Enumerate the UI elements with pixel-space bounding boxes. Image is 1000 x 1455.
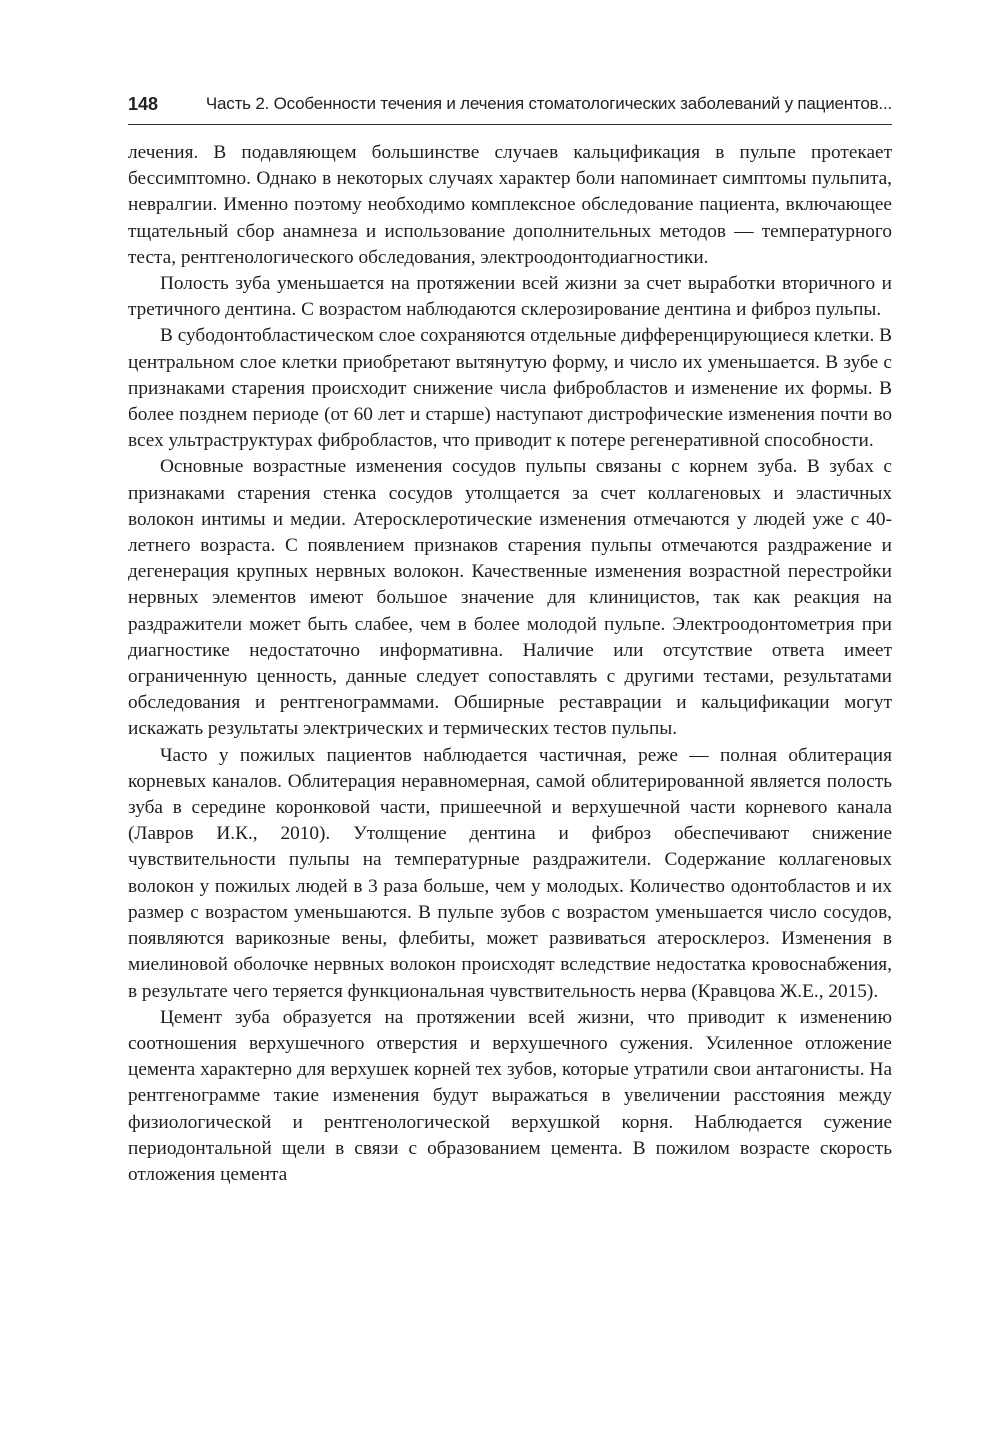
running-title: Часть 2. Особенности течения и лечения стоматологических заболеваний у пациентов... bbox=[205, 94, 892, 113]
header-divider bbox=[128, 124, 892, 125]
paragraph-continuation: лечения. В подавляющем большинстве случаев кальцификация в пульпе протекает бессимптомно. Однако в некоторых случаях характер боли напоминает симптомы пульпита, невралгии. Именно поэтому необходимо комплексное обследование пациента, включающее тщательный сбор анамнеза и использование дополнительных методов — температурного теста, рентгенологического обследования, электроодонтодиагностики. bbox=[128, 142, 892, 268]
paragraph: Полость зуба уменьшается на протяжении всей жизни за счет выработки вторичного и третичного дентина. С возрастом наблюдаются склерозирование дентина и фиброз пульпы. bbox=[128, 273, 892, 321]
paragraph: Часто у пожилых пациентов наблюдается частичная, реже — полная облитерация корневых каналов. Облитерация неравномерная, самой облитерированной является полость зуба в середине коронковой части, пришеечной и верхушечной части корневого канала (Лавров И.К., 2010). Утолщение дентина и фиброз обеспечивают снижение чувствительности пульпы на температурные раздражители. Содержание коллагеновых волокон у пожилых людей в 3 раза больше, чем у молодых. Количество одонтобластов и их размер с возрастом уменьшаются. В пульпе зубов с возрастом уменьшается число сосудов, появляются варикозные вены, флебиты, может развиваться атеросклероз. Изменения в миелиновой оболочке нервных волокон происходят вследствие недостатка кровоснабжения, в результате чего теряется функциональная чувствительность нерва (Кравцова Ж.Е., 2015). bbox=[128, 744, 892, 1002]
page-number: 148 bbox=[128, 94, 159, 114]
paragraph: Цемент зуба образуется на протяжении всей жизни, что приводит к изменению соотношения верхушечного отверстия и верхушечного сужения. Усиленное отложение цемента характерно для верхушек корней тех зубов, которые утратили свои антагонисты. На рентгенограмме такие изменения будут выражаться в увеличении расстояния между физиологической и рентгенологической верхушкой корня. Наблюдается сужение периодонтальной щели в связи с образованием цемента. В пожилом возрасте скорость отложения цемента bbox=[128, 1006, 892, 1185]
running-header bbox=[128, 92, 892, 122]
paragraph: В субодонтобластическом слое сохраняются отдельные дифференцирующиеся клетки. В центральном слое клетки приобретают вытянутую форму, и число их уменьшается. В зубе с признаками старения происходит снижение числа фибробластов и изменение их формы. В более позднем периоде (от 60 лет и старше) наступают дистрофические изменения почти во всех ультраструктурах фибробластов, что приводит к потере регенеративной способности. bbox=[128, 325, 892, 452]
body-text bbox=[128, 140, 892, 1188]
paragraph: Основные возрастные изменения сосудов пульпы связаны с корнем зуба. В зубах с признаками старения стенка сосудов утолщается за счет коллагеновых и эластичных волокон интимы и медии. Атеросклеротические изменения отмечаются у людей уже с 40-летнего возраста. С появлением признаков старения пульпы отмечаются раздражение и дегенерация крупных нервных волокон. Качественные изменения возрастной перестройки нервных элементов имеют большое значение для клиницистов, так как реакция на раздражители может быть слабее, чем в более молодой пульпе. Электроодонтометрия при диагностике недостаточно информативна. Наличие или отсутствие ответа имеет ограниченную ценность, данные следует сопоставлять с другими тестами, результатами обследования и рентгенограммами. Обширные реставрации и кальцификации могут искажать результаты электрических и термических тестов пульпы. bbox=[128, 456, 892, 740]
